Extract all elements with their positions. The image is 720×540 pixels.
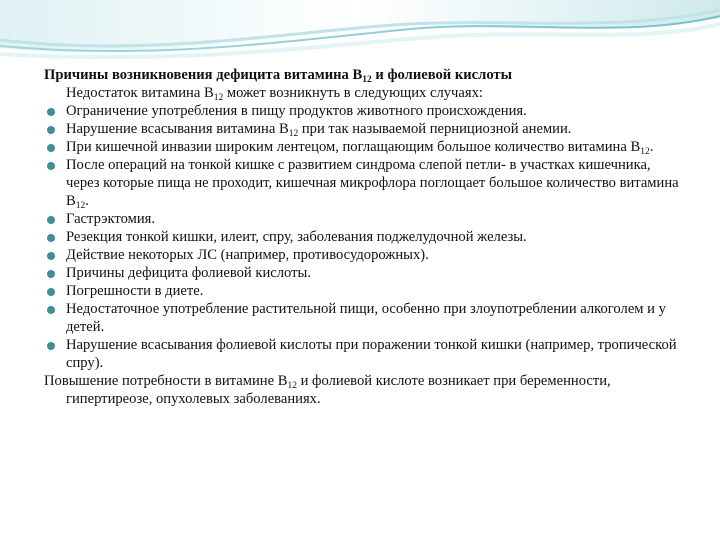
- bullet-icon: [47, 162, 55, 170]
- title-subscript: 12: [362, 75, 372, 85]
- bullet-icon: [47, 234, 55, 242]
- list-item-text: Нарушение всасывания витамина В: [66, 121, 289, 137]
- bullet-icon: [47, 108, 55, 116]
- list-item: [44, 156, 684, 210]
- slide-content: [44, 66, 684, 408]
- list-item: [44, 102, 684, 120]
- list-item-text: Нарушение всасывания фолиевой кислоты при поражении тонкой кишки (например, тропической спру).: [66, 337, 677, 371]
- cause-list: [44, 102, 684, 372]
- list-item-text: Резекция тонкой кишки, илеит, спру, заболевания поджелудочной железы.: [66, 229, 527, 245]
- list-item-text: Погрешности в диете.: [66, 283, 204, 299]
- list-item: [44, 210, 684, 228]
- list-item: [44, 264, 684, 282]
- intro-text-end: может возникнуть в следующих случаях:: [223, 85, 483, 101]
- list-item-subscript: 12: [75, 201, 86, 211]
- list-item: [44, 336, 684, 372]
- list-item: [44, 120, 684, 138]
- outro-subscript: 12: [287, 381, 297, 391]
- bullet-icon: [47, 288, 55, 296]
- bullet-icon: [47, 126, 55, 134]
- list-item: [44, 282, 684, 300]
- list-item: [44, 138, 684, 156]
- outro-text-end: и фолиевой кислоте возникает при беременности, гипертиреозе, опухолевых заболеваниях.: [66, 373, 611, 407]
- slide-title: [44, 66, 684, 84]
- bullet-icon: [47, 342, 55, 350]
- list-item-text-end: при так называемой пернициозной анемии.: [298, 121, 572, 137]
- list-item-text: Причины дефицита фолиевой кислоты.: [66, 265, 311, 281]
- title-text: Причины возникновения дефицита витамина В: [44, 67, 363, 83]
- list-item-subscript: 12: [640, 147, 650, 157]
- bullet-icon: [47, 216, 55, 224]
- intro-text: Недостаток витамина В: [66, 85, 214, 101]
- list-item-text-end: .: [649, 139, 654, 155]
- bullet-icon: [47, 270, 55, 278]
- closing-paragraph: [44, 372, 684, 408]
- intro-subscript: 12: [213, 93, 224, 103]
- intro-line: [66, 84, 684, 102]
- header-wave-decoration: [0, 0, 720, 70]
- list-item-text: Недостаточное употребление растительной пищи, особенно при злоупотреблении алкоголем и у детей.: [66, 301, 666, 335]
- bullet-icon: [47, 144, 55, 152]
- bullet-icon: [47, 306, 55, 314]
- list-item-text-end: .: [85, 193, 89, 209]
- list-item-text: После операций на тонкой кишке с развитием синдрома слепой петли- в участках кишечника, через которые пища не проходит, кишечная микрофлора поглощает большое количество витамина В: [66, 157, 679, 209]
- list-item: [44, 246, 684, 264]
- list-item-text: Ограничение употребления в пищу продуктов животного происхождения.: [66, 103, 527, 119]
- list-item: [44, 228, 684, 246]
- list-item: [44, 300, 684, 336]
- bullet-icon: [47, 252, 55, 260]
- list-item-text: При кишечной инвазии широким лентецом, поглащающим большое количество витамина В: [66, 139, 641, 155]
- list-item-subscript: 12: [288, 129, 299, 139]
- list-item-text: Действие некоторых ЛС (например, противосудорожных).: [66, 247, 429, 263]
- title-text-end: и фолиевой кислоты: [371, 67, 512, 83]
- list-item-text: Гастрэктомия.: [66, 211, 156, 227]
- outro-text: Повышение потребности в витамине В: [44, 373, 288, 389]
